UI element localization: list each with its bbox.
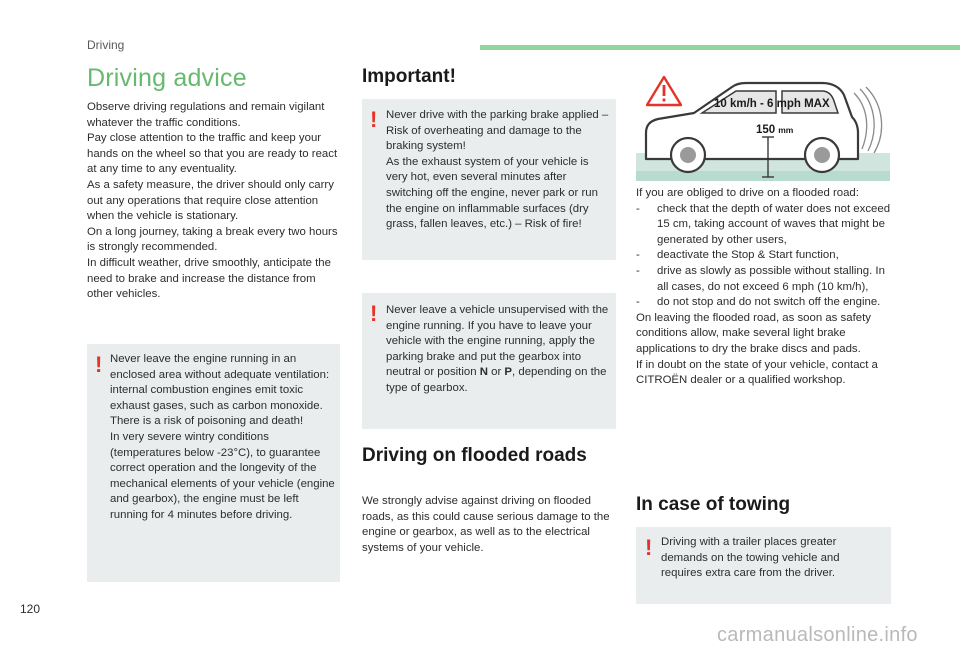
warning-paragraph: In very severe wintry conditions (temperatures below -23°C), to guarantee correct operation and the longevity of the mechanical elements of your vehicle (engine and gearbox), the engine must be left running for 4 minutes before driving. (110, 430, 335, 521)
unsupervised-vehicle-warning-box (362, 293, 616, 429)
list-item: - deactivate the Stop & Start function, (636, 249, 839, 262)
warning-icon: ! (370, 107, 378, 132)
advice-paragraph: Pay close attention to the traffic and keep your hands on the wheel so that you are ready to react at any time to any eventuality. (87, 132, 338, 176)
warning-icon: ! (370, 301, 378, 326)
advice-paragraph: In difficult weather, drive smoothly, anticipate the need to brake and increase the distance from other vehicles. (87, 256, 331, 301)
speed-limit-label: 10 km/h - 6 mph MAX (714, 98, 830, 110)
driving-advice-title: Driving advice (87, 64, 247, 92)
page-number: 120 (20, 602, 41, 616)
section-label: Driving (87, 38, 125, 52)
list-item: - do not stop and do not switch off the engine. (636, 296, 881, 309)
parking-brake-warning-box (362, 99, 616, 260)
hazard-triangle-icon (647, 77, 681, 105)
list-item: - drive as slowly as possible without stalling. In all cases, do not exceed 6 mph (10 km/h), (636, 264, 885, 293)
warning-icon: ! (95, 352, 103, 377)
important-title: Important! (362, 66, 456, 87)
flood-instructions (636, 186, 894, 389)
engine-running-warning-box (87, 344, 340, 582)
towing-title: In case of towing (636, 494, 791, 515)
warning-text (661, 535, 883, 582)
depth-value-label: 150 mm (756, 124, 794, 136)
warning-paragraph: Never drive with the parking brake applied – Risk of overheating and damage to the braking system! (386, 109, 609, 153)
gear-position-p: P (504, 366, 513, 379)
gear-position-n: N (479, 366, 488, 379)
flooded-roads-text (362, 494, 612, 556)
list-item: - check that the depth of water does not exceed 15 cm, taking account of waves that might be generated by other users, (636, 202, 891, 246)
flooded-paragraph: We strongly advise against driving on flooded roads, as this could cause serious damage to the engine or gearbox, as well as to the electrical systems of your vehicle. (362, 495, 610, 554)
warning-paragraph: Driving with a trailer places greater demands on the towing vehicle and requires extra care from the driver. (661, 536, 840, 580)
advice-paragraph: Observe driving regulations and remain vigilant whatever the traffic conditions. (87, 101, 325, 129)
warning-text (386, 108, 612, 233)
warning-icon: ! (645, 535, 653, 560)
warning-text (110, 352, 338, 524)
towing-warning-box (636, 527, 891, 604)
advice-paragraph: As a safety measure, the driver should only carry out any operations that require close attention when the vehicle is stationary. (87, 178, 334, 223)
driving-advice-text (87, 100, 340, 303)
header-rule (480, 45, 960, 50)
warning-paragraph: Never leave the engine running in an enclosed area without adequate ventilation: internal combustion engines emit toxic exhaust gases, such as carbon monoxide. There is a risk of poisoning and death! (110, 353, 330, 428)
flood-after-paragraph: If in doubt on the state of your vehicle, contact a CITROËN dealer or a qualified workshop. (636, 358, 878, 387)
warning-text (386, 303, 612, 397)
advice-paragraph: On a long journey, taking a break every two hours is strongly recommended. (87, 225, 338, 254)
flooded-road-illustration (636, 73, 890, 181)
flooded-roads-title: Driving on flooded roads (362, 445, 587, 466)
flood-after-paragraph: On leaving the flooded road, as soon as safety conditions allow, make several light brake applications to dry the brake discs and pads. (636, 311, 871, 355)
watermark: carmanualsonline.info (717, 624, 918, 646)
flood-intro: If you are obliged to drive on a flooded road: (636, 187, 859, 199)
warning-paragraph: As the exhaust system of your vehicle is very hot, even several minutes after switching off the engine, never park or run the engine on inflammable surfaces (dry grass, fallen leaves, etc.) – Risk of fire! (386, 155, 598, 231)
car-silhouette-icon (646, 83, 858, 172)
warning-paragraph: Never leave a vehicle unsupervised with the engine running. If you have to leave your vehicle with the engine running, apply the parking brake and put the gearbox into neutral or position N or P, depending on the type of gearbox. (386, 304, 609, 394)
